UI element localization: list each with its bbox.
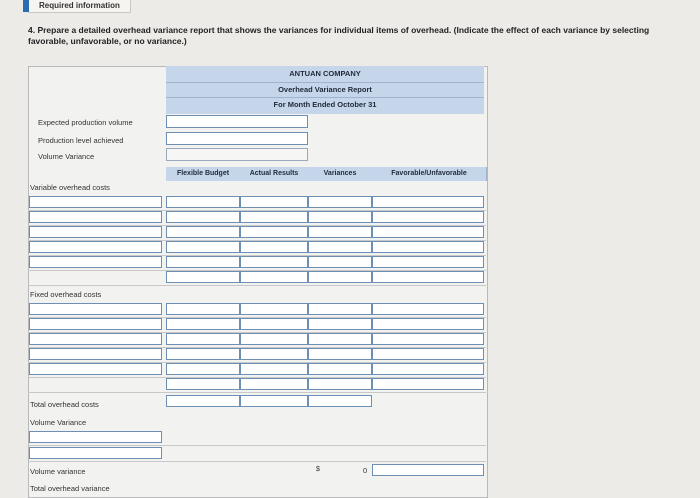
flexible-input[interactable] [166, 348, 240, 360]
flexible-input[interactable] [166, 196, 240, 208]
actual-input[interactable] [240, 303, 308, 315]
actual-input[interactable] [240, 241, 308, 253]
volume-item-input[interactable] [29, 447, 162, 459]
total-overhead-variance-label: Total overhead variance [30, 484, 110, 493]
flexible-input[interactable] [166, 318, 240, 330]
volume-variance-row [28, 430, 486, 446]
variance-input[interactable] [308, 256, 372, 268]
flexible-input[interactable] [166, 333, 240, 345]
actual-input[interactable] [240, 318, 308, 330]
variance-input[interactable] [308, 211, 372, 223]
fixed-row [28, 332, 486, 348]
volume-variance-amount: 0 [363, 466, 368, 475]
column-actual-results: Actual Results [240, 167, 309, 181]
item-name-input[interactable] [29, 333, 162, 345]
item-name-input[interactable] [29, 348, 162, 360]
actual-input[interactable] [240, 226, 308, 238]
variable-row [28, 255, 486, 271]
flexible-input[interactable] [166, 363, 240, 375]
dollar-sign: $ [316, 466, 320, 473]
total-variance-input[interactable] [308, 395, 372, 407]
company-name: ANTUAN COMPANY [289, 69, 361, 78]
achieved-volume-label: Production level achieved [38, 136, 124, 145]
question-prompt: 4. Prepare a detailed overhead variance report that shows the variances for individual items of overhead. [28, 25, 452, 35]
report-period: For Month Ended October 31 [166, 97, 484, 109]
volume-variance-row [28, 446, 486, 462]
flexible-input[interactable] [166, 211, 240, 223]
fixed-row [28, 347, 486, 363]
flexible-input[interactable] [166, 303, 240, 315]
item-name-input[interactable] [29, 211, 162, 223]
column-favorable-unfavorable: Favorable/Unfavorable [372, 167, 487, 181]
fixed-row [28, 317, 486, 333]
fav-unfav-select[interactable] [372, 333, 484, 345]
item-name-input[interactable] [29, 363, 162, 375]
achieved-volume-input[interactable] [166, 132, 308, 145]
flexible-input[interactable] [166, 271, 240, 283]
actual-input[interactable] [240, 333, 308, 345]
expected-volume-input[interactable] [166, 115, 308, 128]
report-title: Overhead Variance Report [166, 82, 484, 94]
variance-input[interactable] [308, 271, 372, 283]
variance-input[interactable] [308, 348, 372, 360]
variance-input[interactable] [308, 378, 372, 390]
question-hint: (Indicate the effect of each variance by selecting favorable, unfavorable, or no variance.) [28, 25, 650, 46]
column-flexible-budget: Flexible Budget [166, 167, 241, 181]
fav-unfav-select[interactable] [372, 256, 484, 268]
variance-input[interactable] [308, 241, 372, 253]
fav-unfav-select[interactable] [372, 226, 484, 238]
expected-volume-label: Expected production volume [38, 118, 133, 127]
item-name-input[interactable] [29, 303, 162, 315]
actual-input[interactable] [240, 363, 308, 375]
item-name-input[interactable] [29, 256, 162, 268]
fav-unfav-select[interactable] [372, 363, 484, 375]
fav-unfav-select[interactable] [372, 303, 484, 315]
actual-input[interactable] [240, 271, 308, 283]
volume-variance-input[interactable] [166, 148, 308, 161]
item-name-input[interactable] [29, 196, 162, 208]
variable-row [28, 225, 486, 241]
fav-unfav-select[interactable] [372, 196, 484, 208]
flexible-input[interactable] [166, 241, 240, 253]
fixed-subtotal-row [28, 377, 486, 393]
variance-input[interactable] [308, 333, 372, 345]
total-overhead-label: Total overhead costs [30, 400, 99, 409]
fixed-row [28, 302, 486, 318]
flexible-input[interactable] [166, 256, 240, 268]
volume-variance-label: Volume variance [30, 467, 86, 476]
fixed-overhead-heading: Fixed overhead costs [30, 290, 102, 299]
total-flexible-input[interactable] [166, 395, 240, 407]
fav-unfav-select[interactable] [372, 378, 484, 390]
item-name-input[interactable] [29, 241, 162, 253]
question-text [28, 25, 678, 47]
actual-input[interactable] [240, 348, 308, 360]
fav-unfav-select[interactable] [372, 241, 484, 253]
total-overhead-row [28, 394, 486, 409]
volume-variance-label: Volume Variance [38, 152, 95, 161]
actual-input[interactable] [240, 378, 308, 390]
fav-unfav-select[interactable] [372, 271, 484, 283]
fav-unfav-select[interactable] [372, 211, 484, 223]
column-variances: Variances [308, 167, 373, 181]
variable-subtotal-row [28, 270, 486, 286]
variance-input[interactable] [308, 303, 372, 315]
fav-unfav-select[interactable] [372, 348, 484, 360]
variance-input[interactable] [308, 226, 372, 238]
volume-variance-total-row [28, 463, 486, 478]
variable-row [28, 240, 486, 256]
flexible-input[interactable] [166, 378, 240, 390]
fav-unfav-select[interactable] [372, 318, 484, 330]
required-information-tab[interactable]: Required information [28, 0, 131, 13]
item-name-input[interactable] [29, 226, 162, 238]
variable-overhead-heading: Variable overhead costs [30, 183, 110, 192]
total-actual-input[interactable] [240, 395, 308, 407]
volume-variance-fav-select[interactable] [372, 464, 484, 476]
volume-variance-section-label: Volume Variance [30, 418, 87, 427]
variance-input[interactable] [308, 318, 372, 330]
item-name-input[interactable] [29, 318, 162, 330]
variable-row [28, 210, 486, 226]
volume-item-input[interactable] [29, 431, 162, 443]
actual-input[interactable] [240, 211, 308, 223]
report-header [166, 66, 484, 114]
actual-input[interactable] [240, 196, 308, 208]
variance-input[interactable] [308, 363, 372, 375]
flexible-input[interactable] [166, 226, 240, 238]
variable-row [28, 195, 486, 211]
actual-input[interactable] [240, 256, 308, 268]
fixed-row [28, 362, 486, 378]
variance-input[interactable] [308, 196, 372, 208]
